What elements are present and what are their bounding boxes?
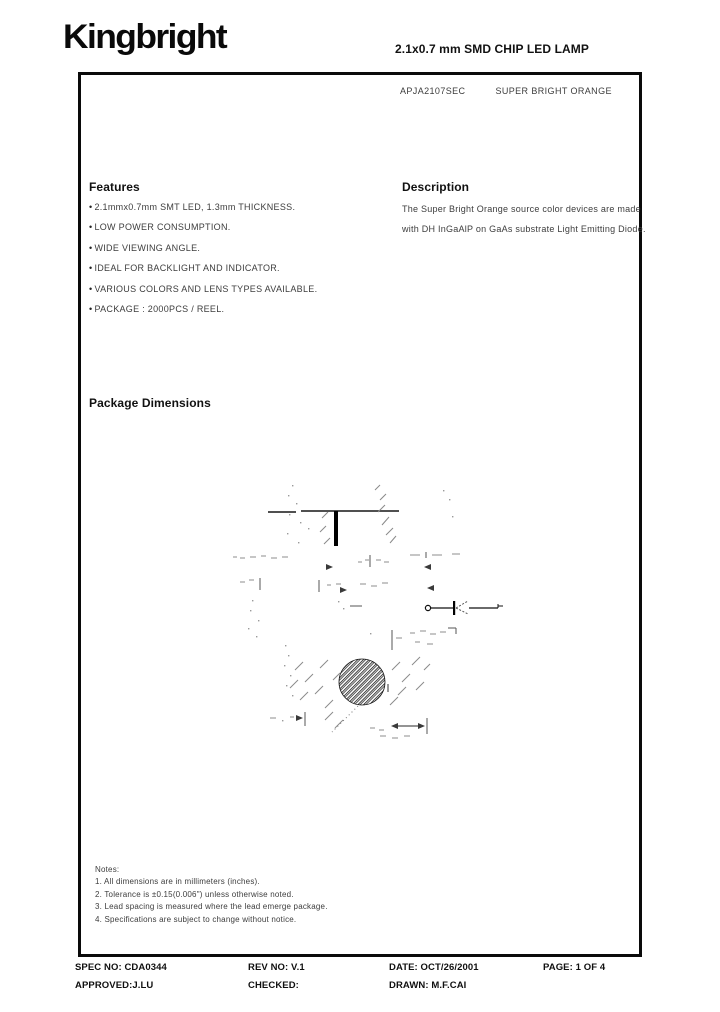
note-item: 2. Tolerance is ±0.15(0.006") unless otherwise noted.	[95, 889, 294, 899]
footer-drawn: DRAWN: M.F.CAI	[389, 980, 467, 991]
emitter-leader-line	[332, 706, 358, 732]
feature-item: • IDEAL FOR BACKLIGHT AND INDICATOR.	[89, 258, 389, 278]
footer-approved: APPROVED:J.LU	[75, 980, 154, 991]
polarity-diode-symbol	[425, 601, 503, 615]
top-view-outline	[268, 511, 399, 546]
part-color-name: SUPER BRIGHT ORANGE	[495, 86, 612, 96]
features-list	[89, 197, 389, 319]
package-dimensions-heading: Package Dimensions	[89, 396, 211, 410]
notes-heading: Notes:	[95, 865, 120, 874]
footer-rev-no: REV NO: V.1	[248, 962, 305, 973]
footer-date: DATE: OCT/26/2001	[389, 962, 479, 973]
dimension-marks	[233, 554, 460, 738]
feature-item: • VARIOUS COLORS AND LENS TYPES AVAILABLE.	[89, 279, 389, 299]
description-heading: Description	[402, 180, 470, 194]
feature-item: • 2.1mmx0.7mm SMT LED, 1.3mm THICKNESS.	[89, 197, 389, 217]
footer-page: PAGE: 1 OF 4	[543, 962, 606, 973]
top-view-hatch-marks	[320, 485, 396, 544]
note-item: 1. All dimensions are in millimeters (inches).	[95, 877, 260, 887]
footer-checked: CHECKED:	[248, 980, 299, 991]
kingbright-logo: Kingbright	[63, 18, 227, 56]
led-emitter-circle	[339, 659, 385, 705]
notes-block	[95, 864, 328, 926]
note-item: 4. Specifications are subject to change without notice.	[95, 914, 297, 924]
note-item: 3. Lead spacing is measured where the lead emerge package.	[95, 902, 328, 912]
features-heading: Features	[89, 180, 140, 194]
notes-list	[95, 876, 328, 926]
page-title: 2.1x0.7 mm SMD CHIP LED LAMP	[395, 42, 589, 56]
part-identification	[400, 86, 612, 96]
package-dimensions-drawing	[230, 470, 520, 770]
description-body: The Super Bright Orange source color devices are made with DH InGaAlP on GaAs substrate Light Emitting Diode.	[402, 204, 646, 235]
datasheet-frame	[78, 72, 646, 957]
feature-item: • LOW POWER CONSUMPTION.	[89, 217, 389, 237]
feature-item: • PACKAGE : 2000PCS / REEL.	[89, 299, 389, 319]
part-number: APJA2107SEC	[400, 86, 466, 96]
footer-spec-no: SPEC NO: CDA0344	[75, 962, 167, 973]
feature-item: • WIDE VIEWING ANGLE.	[89, 238, 389, 258]
